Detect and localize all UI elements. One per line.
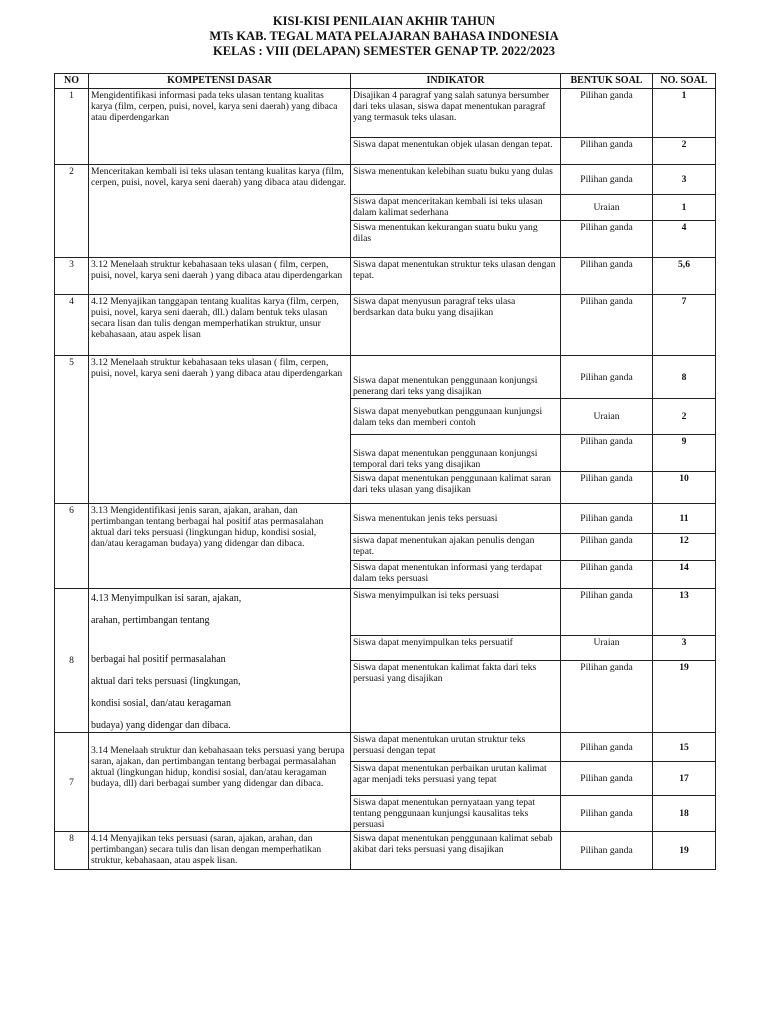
cell-no: 8 <box>55 589 89 733</box>
kompetensi-dasar-text: Mengidentifikasi informasi pada teks ulasan tentang kualitas karya (film, cerpen, puisi, novel, karya seni daerah) yang dibaca atau diperdengarkan <box>91 90 338 123</box>
cell-no-soal: 5,6 <box>653 258 716 295</box>
cell-bentuk-soal: Pilihan ganda <box>561 832 653 870</box>
column-header-indikator: INDIKATOR <box>351 74 561 89</box>
cell-indikator: Siswa dapat menentukan struktur teks ulasan dengan tepat. <box>351 258 561 295</box>
cell-bentuk-soal: Pilihan ganda <box>561 221 653 258</box>
cell-indikator: Siswa dapat menentukan penggunaan kalimat saran dari teks ulasan yang disajikan <box>351 472 561 504</box>
cell-bentuk-soal: Pilihan ganda <box>561 472 653 504</box>
cell-kompetensi-dasar <box>89 295 351 356</box>
cell-no-soal: 9 <box>653 435 716 472</box>
cell-no-soal: 18 <box>653 796 716 832</box>
cell-bentuk-soal: Pilihan ganda <box>561 435 653 472</box>
document-class-semester: KELAS : VIII (DELAPAN) SEMESTER GENAP TP. 2022/2023 <box>213 44 555 58</box>
document-header <box>0 14 768 59</box>
cell-no-soal: 15 <box>653 733 716 762</box>
cell-no-soal: 11 <box>653 504 716 534</box>
cell-bentuk-soal: Pilihan ganda <box>561 660 653 732</box>
cell-bentuk-soal: Pilihan ganda <box>561 762 653 796</box>
kompetensi-dasar-text: berbagai hal positif permasalahan <box>91 654 226 665</box>
table-row <box>55 295 716 356</box>
cell-bentuk-soal: Pilihan ganda <box>561 258 653 295</box>
column-header-kompetensi-dasar: KOMPETENSI DASAR <box>89 74 351 89</box>
cell-indikator: Siswa dapat menentukan penggunaan konjungsi temporal dari teks yang disajikan <box>351 435 561 472</box>
cell-no: 4 <box>55 295 89 356</box>
cell-indikator: Siswa dapat menentukan urutan struktur teks persuasi dengan tepat <box>351 733 561 762</box>
cell-indikator: Siswa menentukan kekurangan suatu buku yang dilas <box>351 221 561 258</box>
cell-no-soal: 2 <box>653 399 716 435</box>
kompetensi-dasar-text: budaya) yang didengar dan dibaca. <box>91 720 231 731</box>
cell-indikator: Siswa menentukan kelebihan suatu buku yang dulas <box>351 165 561 195</box>
cell-bentuk-soal: Uraian <box>561 399 653 435</box>
kompetensi-dasar-text: aktual dari teks persuasi (lingkungan, <box>91 676 241 687</box>
cell-no-soal: 1 <box>653 195 716 221</box>
cell-indikator: Siswa dapat menentukan kalimat fakta dari teks persuasi yang disajikan <box>351 660 561 732</box>
cell-indikator: Siswa dapat menyimpulkan teks persuatif <box>351 636 561 661</box>
cell-kompetensi-dasar <box>89 165 351 258</box>
cell-indikator: Disajikan 4 paragraf yang salah satunya bersumber dari teks ulasan, siswa dapat menentukan paragraf yang termasuk teks ulasan. <box>351 89 561 138</box>
table-row <box>55 89 716 138</box>
cell-no-soal: 2 <box>653 138 716 165</box>
cell-indikator: Siswa dapat menentukan penggunaan konjungsi penerang dari teks yang disajikan <box>351 356 561 399</box>
table-row <box>55 832 716 870</box>
cell-kompetensi-dasar <box>89 832 351 870</box>
cell-no: 6 <box>55 504 89 589</box>
cell-bentuk-soal: Uraian <box>561 195 653 221</box>
kompetensi-dasar-text: Menceritakan kembali isi teks ulasan tentang kualitas karya (film, cerpen, puisi, novel, karya seni daerah) yang dibaca atau didengar. <box>91 166 346 188</box>
cell-indikator: Siswa dapat menentukan perbaikan urutan kalimat agar menjadi teks persuasi yang tepat <box>351 762 561 796</box>
cell-no-soal: 19 <box>653 832 716 870</box>
cell-no: 1 <box>55 89 89 165</box>
cell-no: 7 <box>55 733 89 832</box>
cell-bentuk-soal: Uraian <box>561 636 653 661</box>
kompetensi-dasar-text <box>91 734 347 745</box>
cell-no-soal: 14 <box>653 561 716 589</box>
cell-indikator: Siswa menentukan jenis teks persuasi <box>351 504 561 534</box>
table-row <box>55 733 716 762</box>
table-header-row <box>55 74 716 89</box>
cell-bentuk-soal: Pilihan ganda <box>561 796 653 832</box>
cell-no: 5 <box>55 356 89 504</box>
cell-bentuk-soal: Pilihan ganda <box>561 733 653 762</box>
cell-kompetensi-dasar <box>89 356 351 504</box>
cell-indikator: Siswa dapat menyusun paragraf teks ulasa berdsarkan data buku yang disajikan <box>351 295 561 356</box>
kompetensi-dasar-text: 4.12 Menyajikan tanggapan tentang kualitas karya (film, cerpen, puisi, novel, karya seni daerah, dll.) dalam bentuk teks ulasan secara lisan dan tulis dengan memperhatikan struktur, unsur kebahasaan, atau aspek lisan <box>91 296 339 340</box>
cell-no-soal: 12 <box>653 534 716 561</box>
kompetensi-dasar-text: arahan, pertimbangan tentang <box>91 615 210 626</box>
cell-bentuk-soal: Pilihan ganda <box>561 138 653 165</box>
kompetensi-dasar-text: 4.13 Menyimpulkan isi saran, ajakan, <box>91 593 242 604</box>
cell-indikator: siswa dapat menentukan ajakan penulis dengan tepat. <box>351 534 561 561</box>
column-header-no: NO <box>55 74 89 89</box>
cell-no-soal: 4 <box>653 221 716 258</box>
cell-indikator: Siswa menyimpulkan isi teks persuasi <box>351 589 561 636</box>
table-row <box>55 589 716 636</box>
cell-indikator: Siswa dapat menentukan objek ulasan dengan tepat. <box>351 138 561 165</box>
table-row <box>55 258 716 295</box>
cell-kompetensi-dasar <box>89 258 351 295</box>
cell-no: 2 <box>55 165 89 258</box>
kisi-kisi-table <box>54 73 716 870</box>
cell-bentuk-soal: Pilihan ganda <box>561 295 653 356</box>
cell-indikator: Siswa dapat menyebutkan penggunaan kunjungsi dalam teks dan memberi contoh <box>351 399 561 435</box>
cell-no-soal: 3 <box>653 636 716 661</box>
cell-kompetensi-dasar <box>89 733 351 832</box>
cell-no-soal: 19 <box>653 660 716 732</box>
table-row <box>55 165 716 195</box>
cell-kompetensi-dasar <box>89 504 351 589</box>
table-row <box>55 356 716 399</box>
document-title: KISI-KISI PENILAIAN AKHIR TAHUN <box>272 14 496 28</box>
kompetensi-dasar-text: kondisi sosial, dan/atau keragaman <box>91 698 231 709</box>
cell-bentuk-soal: Pilihan ganda <box>561 165 653 195</box>
cell-bentuk-soal: Pilihan ganda <box>561 89 653 138</box>
kompetensi-dasar-text: 4.14 Menyajikan teks persuasi (saran, ajakan, arahan, dan pertimbangan) secara tulis dan lisan dengan memperhatikan struktur, kebahasaan, atau aspek lisan. <box>91 833 322 866</box>
cell-no-soal: 7 <box>653 295 716 356</box>
cell-no-soal: 10 <box>653 472 716 504</box>
cell-no-soal: 8 <box>653 356 716 399</box>
cell-no-soal: 1 <box>653 89 716 138</box>
column-header-no-soal: NO. SOAL <box>653 74 716 89</box>
cell-no-soal: 17 <box>653 762 716 796</box>
cell-indikator: Siswa dapat menentukan pernyataan yang tepat tentang penggunaan kunjungsi kausalitas teks persuasi <box>351 796 561 832</box>
kompetensi-dasar-text: 3.12 Menelaah struktur kebahasaan teks ulasan ( film, cerpen, puisi, novel, karya seni daerah ) yang dibaca atau diperdengarkan <box>91 259 343 281</box>
cell-bentuk-soal: Pilihan ganda <box>561 561 653 589</box>
cell-bentuk-soal: Pilihan ganda <box>561 589 653 636</box>
cell-no-soal: 13 <box>653 589 716 636</box>
cell-no: 8 <box>55 832 89 870</box>
cell-indikator: Siswa dapat menceritakan kembali isi teks ulasan dalam kalimat sederhana <box>351 195 561 221</box>
cell-no: 3 <box>55 258 89 295</box>
kompetensi-dasar-text: 3.13 Mengidentifikasi jenis saran, ajakan, arahan, dan pertimbangan tentang berbagai hal positif atas permasalahan aktual dari teks persuasi (lingkungan hidup, kondisi sosial, dan/atau keragaman budaya) yang didengar dan dibaca. <box>91 505 324 549</box>
document-subtitle: MTs KAB. TEGAL MATA PELAJARAN BAHASA INDONESIA <box>209 29 559 43</box>
cell-kompetensi-dasar <box>89 89 351 165</box>
cell-bentuk-soal: Pilihan ganda <box>561 504 653 534</box>
cell-kompetensi-dasar <box>89 589 351 733</box>
cell-indikator: Siswa dapat menentukan penggunaan kalimat sebab akibat dari teks persuasi yang disajikan <box>351 832 561 870</box>
cell-bentuk-soal: Pilihan ganda <box>561 534 653 561</box>
kompetensi-dasar-text: 3.12 Menelaah struktur kebahasaan teks ulasan ( film, cerpen, puisi, novel, karya seni daerah ) yang dibaca atau diperdengarkan <box>91 357 343 379</box>
column-header-bentuk-soal: BENTUK SOAL <box>561 74 653 89</box>
cell-no-soal: 3 <box>653 165 716 195</box>
table-row <box>55 504 716 534</box>
cell-indikator: Siswa dapat menentukan informasi yang terdapat dalam teks persuasi <box>351 561 561 589</box>
kompetensi-dasar-text: 3.14 Menelaah struktur dan kebahasaan teks persuasi yang berupa saran, ajakan, dan pertimbangan tentang berbagai permasalahan aktual (lingkungan hidup, kondisi sosial, dan/atau keragaman budaya, dll) dari berbagai sumber yang didengar dan dibaca. <box>91 745 345 789</box>
cell-bentuk-soal: Pilihan ganda <box>561 356 653 399</box>
